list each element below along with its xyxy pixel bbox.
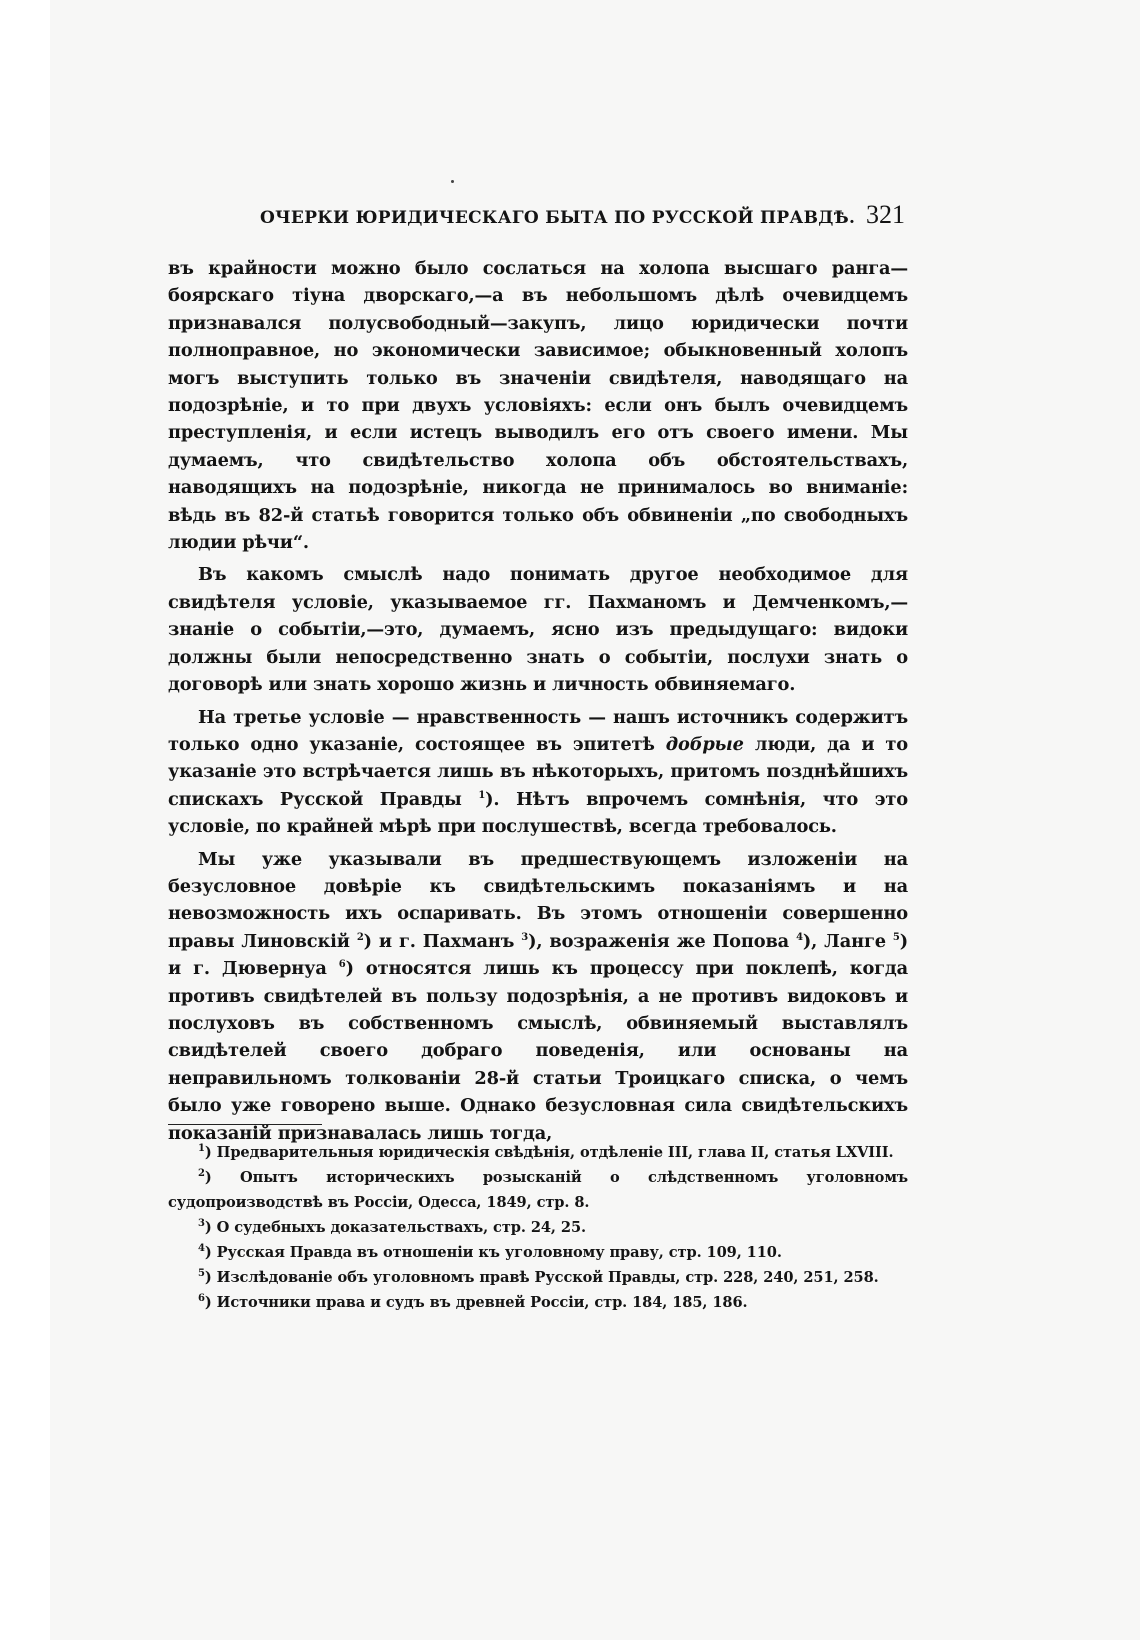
footnote-mark: 2 [198,1168,205,1180]
paragraph-4-text-d: ), Ланге [802,930,893,952]
paragraph-4 [168,846,908,1147]
paragraph-3 [168,704,908,841]
footnote-text: ) Опытъ историческихъ розысканій о слѣдственномъ уголовномъ судопроизводствѣ въ Россіи, Одесса, 1849, стр. 8. [168,1169,908,1211]
paragraph-4-text-f: ) относятся лишь къ процессу при поклепѣ, когда противъ свидѣтелей въ пользу подозрѣнія, а не противъ видоковъ и послуховъ въ собственномъ смыслѣ, обвиняемый выставлялъ свидѣтелей своего добраго поведенія, или основаны на неправильномъ толкованіи 28-й статьи Троицкаго списка, о чемъ было уже говорено выше. Однако безусловная сила свидѣтельскихъ показаній признавалась лишь тогда, [168,958,909,1144]
footnote-mark: 4 [198,1243,205,1255]
footnote-text: ) Предварительныя юридическія свѣдѣнія, отдѣленіе III, глава II, статья LXVIII. [204,1144,894,1161]
footnote-separator [168,1124,322,1125]
footnote-ref-2[interactable]: 2 [356,931,364,943]
page-number: 321 [866,200,905,229]
footnote-ref-1[interactable]: 1 [478,789,486,801]
footnote-ref-3[interactable]: 3 [521,931,529,943]
running-title: ОЧЕРКИ ЮРИДИЧЕСКАГО БЫТА ПО РУССКОЙ ПРАВДѢ. [260,208,856,228]
footnote-text: ) Изслѣдованіе объ уголовномъ правѣ Русской Правды, стр. 228, 240, 251, 258. [204,1269,879,1286]
footnote-2 [168,1165,908,1215]
footnote-text: ) О судебныхъ доказательствахъ, стр. 24, 25. [204,1219,586,1236]
footnote-ref-5[interactable]: 5 [892,931,900,943]
footnote-text: ) Русская Правда въ отношеніи къ уголовному праву, стр. 109, 110. [204,1244,782,1261]
paragraph-3-text-b: люди, да и то указаніе это встрѣчается лишь въ нѣкоторыхъ, притомъ позднѣйшихъ спискахъ Русской Правды [168,733,908,810]
paragraph-4-text-a: Мы уже указывали въ предшествующемъ изложеніи на безусловное довѣріе къ свидѣтельскимъ показаніямъ и на невозможность ихъ оспаривать. Въ этомъ отношеніи совершенно правы Линовскій [168,848,908,952]
main-text [168,255,908,1147]
footnote-text: ) Источники права и судъ въ древней Россіи, стр. 184, 185, 186. [204,1294,748,1311]
paragraph-2: Въ какомъ смыслѣ надо понимать другое необходимое для свидѣтеля условіе, указываемое гг. Пахманомъ и Демченкомъ,—знаніе о событіи,—это, думаемъ, ясно изъ предыдущаго: видоки должны были непосредственно знать о событіи, послухи знать о договорѣ или знать хорошо жизнь и личность обвиняемаго. [168,564,908,696]
paragraph-3-text-c: ). Нѣтъ впрочемъ сомнѣнія, что это условіе, по крайней мѣрѣ при послушествѣ, всегда требовалось. [168,788,908,838]
paragraph-4-text-e: ) и г. Дювернуа [168,930,908,980]
emphasis-dobrye: добрые [665,733,744,755]
footnote-1 [168,1140,908,1165]
footnote-6 [168,1290,908,1315]
footnote-mark: 3 [198,1218,205,1230]
paragraph-3-text-a: На третье условіе — нравственность — нашъ источникъ содержитъ только одно указаніе, состоящее въ эпитетѣ [168,706,908,755]
footnote-ref-4[interactable]: 4 [796,931,803,943]
paragraph-1: въ крайности можно было сослаться на холопа высшаго ранга—боярскаго тіуна дворскаго,—а въ небольшомъ дѣлѣ очевидцемъ признавался полусвободный—закупъ, лицо юридически почти полноправное, но экономически зависимое; обыкновенный холопъ могъ выступить только въ значеніи свидѣтеля, наводящаго на подозрѣніе, и то при двухъ условіяхъ: если онъ былъ очевидцемъ преступленія, и если истецъ выводилъ его отъ своего имени. Мы думаемъ, что свидѣтельство холопа объ обстоятельствахъ, наводящихъ на подозрѣніе, никогда не принималось во вниманіе: вѣдь въ 82-й статьѣ говорится только объ обвиненіи „по свободныхъ людии рѣчи“. [168,258,908,554]
paragraph-4-text-c: ), возраженія же Попова [528,930,797,952]
footnote-ref-6[interactable]: 6 [338,959,346,971]
print-speck [451,180,454,183]
footnote-4 [168,1240,908,1265]
footnote-5 [168,1265,908,1290]
footnotes [168,1140,908,1315]
footnote-mark: 1 [198,1143,205,1155]
running-header [260,200,905,234]
footnote-3 [168,1215,908,1240]
footnote-mark: 6 [198,1293,205,1305]
paragraph-4-text-b: ) и г. Пахманъ [363,930,522,952]
footnote-mark: 5 [198,1268,205,1280]
